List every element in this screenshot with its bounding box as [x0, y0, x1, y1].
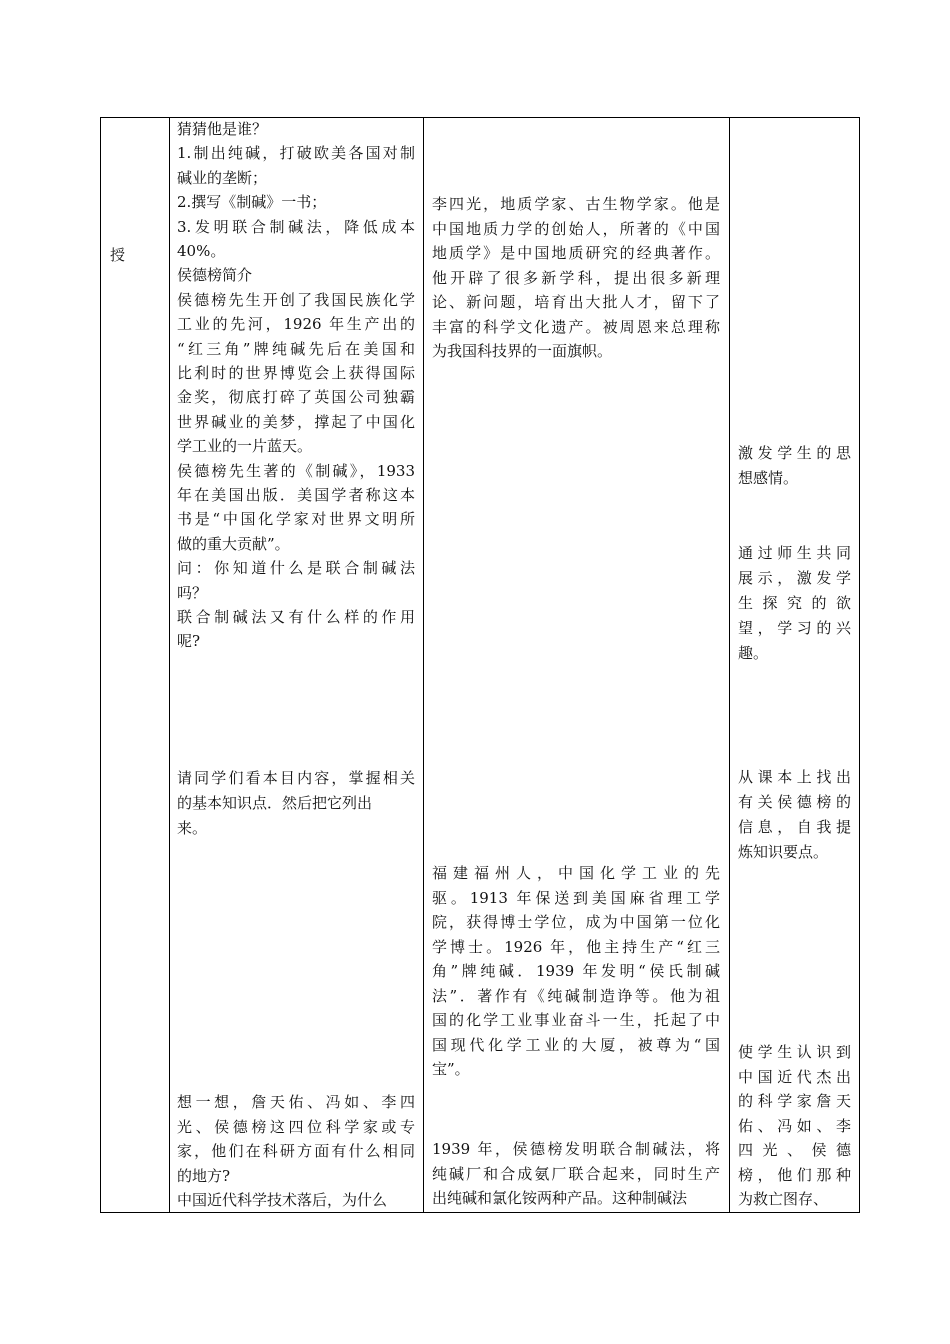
- column2-block1-line: 侯德榜先生开创了我国民族化学: [177, 290, 415, 309]
- column2-block1-line: 世界碱业的美梦，撑起了中国化: [177, 412, 415, 431]
- column3-block1-line: 中国地质力学的创始人，所著的《中国: [432, 219, 720, 238]
- column2-block1-line: “红三角”牌纯碱先后在美国和: [177, 339, 415, 358]
- column4-block4-line: 榜，他们那种: [738, 1165, 851, 1184]
- column3-block2-line: 法”．著作有《纯碱制造诤等。他为祖: [432, 986, 720, 1005]
- column2-block1-line: 1.制出纯碱，打破欧美各国对制: [177, 144, 415, 163]
- column2-block1-line: 3.发明联合制碱法，降低成本: [177, 217, 415, 236]
- column4-block4-line: 使学生认识到: [738, 1043, 851, 1061]
- column3-block2-line: 福建福州人，中国化学工业的先: [432, 864, 720, 882]
- column2-block1-line: 侯德榜先生著的《制碱》，1933: [177, 461, 415, 480]
- column-divider-3: [729, 118, 730, 1212]
- column2-block1-line: 联合制碱法又有什么样的作用: [177, 608, 415, 626]
- column3-block2-line: 宝”。: [432, 1060, 470, 1078]
- column2-block1-line: 做的重大贡献”。: [177, 534, 290, 553]
- column4-block1-line: 想感情。: [738, 469, 799, 487]
- column4-block4-line: 中国近代杰出: [738, 1067, 851, 1086]
- column4-block3-line: 炼知识要点。: [738, 843, 829, 861]
- column3-block1-line: 为我国科技界的一面旗帜。: [432, 342, 613, 360]
- column4-block2-line: 展示，激发学: [738, 569, 851, 587]
- column4-block2-line: 望，学习的兴: [738, 619, 851, 637]
- column4-block2-line: 通过师生共同: [738, 544, 851, 562]
- column4-block4-line: 四光、侯德: [738, 1141, 851, 1159]
- column3-block1-line: 他开辟了很多新学科，提出很多新理: [432, 268, 720, 287]
- column3-block3-line: 1939 年，侯德榜发明联合制碱法，将: [432, 1140, 720, 1158]
- column4-block3-line: 信息，自我提: [738, 818, 851, 836]
- column2-block3-line: 的地方?: [177, 1166, 231, 1185]
- column-divider-2: [423, 118, 424, 1212]
- column2-block1-line: 比利时的世界博览会上获得国际: [177, 364, 415, 382]
- column3-block2-line: 国的化学工业事业奋斗一生，托起了中: [432, 1011, 720, 1029]
- column2-block1-line: 碱业的垄断；: [177, 168, 268, 187]
- column3-block1-line: 论、新问题，培育出大批人才，留下了: [432, 293, 720, 311]
- column2-block1-line: 学工业的一片蓝天。: [177, 437, 313, 456]
- column2-block1-line: 2.撰写《制碱》一书；: [177, 193, 327, 212]
- column2-block2-line: 的基本知识点．然后把它列出: [177, 794, 373, 812]
- column2-block3-line: 光、侯德榜这四位科学家或专: [177, 1117, 415, 1136]
- column2-block3-line: 想一想，詹天佑、冯如、李四: [177, 1093, 415, 1111]
- column4-block3-line: 有关侯德榜的: [738, 793, 851, 811]
- column2-block1-line: 40%。: [177, 242, 226, 260]
- column2-block1-line: 侯德榜简介: [177, 266, 253, 285]
- column4-block4-line: 的科学家詹天: [738, 1092, 851, 1110]
- column4-block2-line: 趣。: [738, 644, 769, 662]
- column2-block1-line: 工业的先河，1926 年生产出的: [177, 315, 415, 334]
- column2-block2-line: 请同学们看本目内容，掌握相关: [177, 769, 415, 787]
- column3-block3-line: 出纯碱和氯化铵两种产品。这种制碱法: [432, 1189, 688, 1207]
- column3-block1-line: 丰富的科学文化遗产。被周恩来总理称: [432, 317, 720, 336]
- column-divider-1: [169, 118, 170, 1212]
- column2-block1-line: 金奖，彻底打碎了英国公司独霸: [177, 388, 415, 407]
- column3-block3-line: 纯碱厂和合成氨厂联合起来，同时生产: [432, 1164, 720, 1183]
- column2-block1-line: 问：你知道什么是联合制碱法: [177, 559, 415, 578]
- column2-block1-line: 书是“中国化学家对世界文明所: [177, 510, 415, 529]
- column4-block3-line: 从课本上找出: [738, 768, 851, 786]
- column3-block2-line: 学博士。1926 年，他主持生产“红三: [432, 937, 720, 956]
- column2-block1-line: 年在美国出版．美国学者称这本: [177, 486, 415, 504]
- column3-block1-line: 李四光，地质学家、古生物学家。他是: [432, 195, 720, 213]
- column4-block1-line: 激发学生的思: [738, 444, 851, 462]
- column3-block2-line: 院，获得博士学位，成为中国第一位化: [432, 913, 720, 931]
- column4-block4-line: 为救亡图存、: [738, 1190, 829, 1208]
- column2-block1-line: 呢?: [177, 632, 201, 651]
- column2-block1-line: 吗？: [177, 583, 208, 602]
- section-label: 授: [110, 246, 126, 264]
- column2-block3-line: 家，他们在科研方面有什么相同: [177, 1142, 415, 1160]
- column4-block2-line: 生探究的欲: [738, 594, 851, 612]
- column2-block1-line: 猜猜他是谁？: [177, 120, 268, 138]
- column3-block2-line: 国现代化学工业的大厦，被尊为“国: [432, 1035, 720, 1054]
- column2-block3-line: 中国近代科学技术落后，为什么: [177, 1191, 388, 1209]
- column4-block4-line: 佑、冯如、李: [738, 1116, 851, 1135]
- column3-block1-line: 地质学》是中国地质研究的经典著作。: [432, 244, 720, 262]
- column3-block2-line: 驱。1913 年保送到美国麻省理工学: [432, 888, 720, 907]
- column2-block2-line: 来。: [177, 819, 208, 837]
- column3-block2-line: 角”牌纯碱．1939 年发明“侯氏制碱: [432, 962, 720, 980]
